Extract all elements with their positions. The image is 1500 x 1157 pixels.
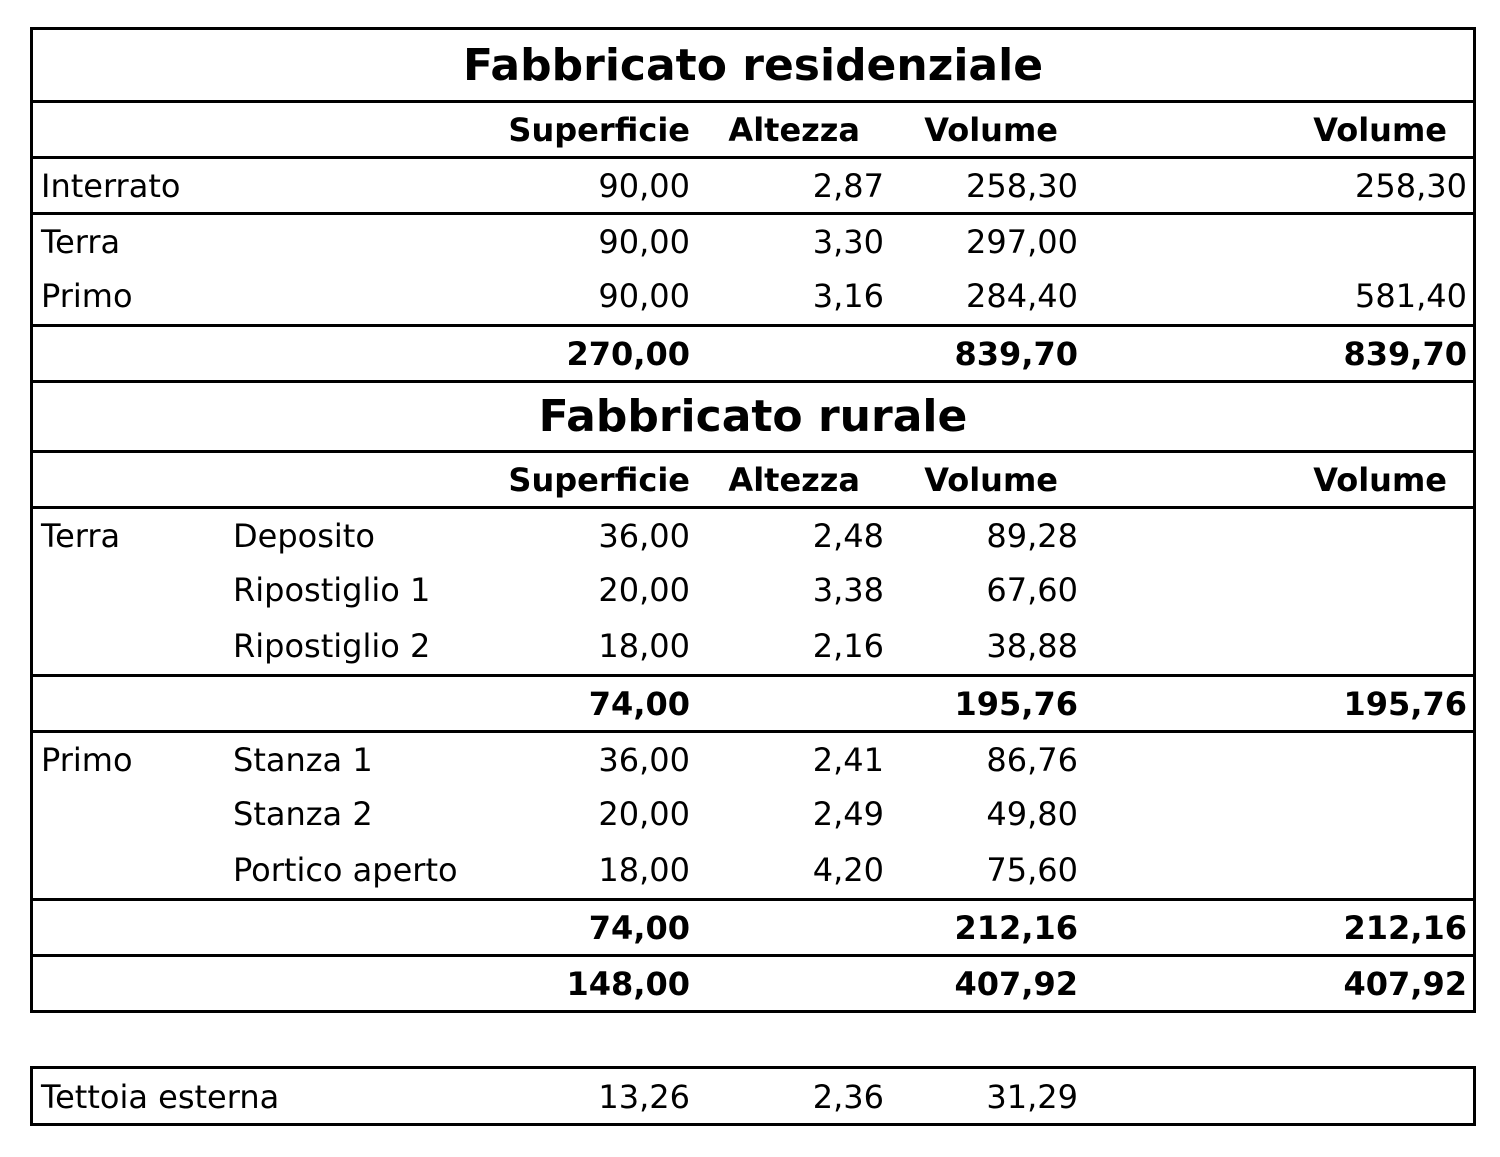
table-row	[33, 156, 1473, 212]
residenziale-header-row	[33, 100, 1473, 156]
table-row	[33, 730, 1473, 786]
tettoia-table	[30, 1066, 1476, 1126]
residenziale-total-row	[33, 324, 1473, 380]
volume-value: 67,60	[986, 571, 1078, 609]
room-label: Portico aperto	[233, 851, 458, 889]
subtotal-superficie: 74,00	[588, 908, 690, 947]
primo-subtotal-row	[33, 898, 1473, 954]
altezza-value: 3,16	[812, 277, 884, 315]
header-altezza: Altezza	[728, 460, 860, 499]
subtotal-volume-sum: 212,16	[1343, 908, 1467, 947]
volume-value: 49,80	[986, 795, 1078, 833]
altezza-value: 2,36	[812, 1078, 884, 1116]
volume-total-value: 581,40	[1355, 277, 1467, 315]
subtotal-volume-sum: 195,76	[1343, 684, 1467, 723]
altezza-value: 2,41	[812, 740, 884, 779]
room-label: Stanza 2	[233, 795, 373, 833]
total-superficie: 148,00	[566, 964, 690, 1003]
room-label: Ripostiglio 1	[233, 571, 431, 609]
volume-value: 89,28	[986, 516, 1078, 555]
superficie-value: 90,00	[598, 277, 690, 315]
floor-label: Interrato	[41, 166, 181, 205]
superficie-value: 20,00	[598, 795, 690, 833]
table-row	[33, 842, 1473, 898]
total-volume: 839,70	[954, 334, 1078, 373]
superficie-value: 20,00	[598, 571, 690, 609]
subtotal-volume: 212,16	[954, 908, 1078, 947]
header-superficie: Superficie	[508, 110, 690, 149]
volume-value: 258,30	[966, 166, 1078, 205]
superficie-value: 13,26	[598, 1078, 690, 1116]
rurale-total-row	[33, 954, 1473, 1010]
tettoia-label: Tettoia esterna	[41, 1078, 280, 1116]
header-volume: Volume	[924, 110, 1058, 149]
superficie-value: 18,00	[598, 627, 690, 665]
superficie-value: 90,00	[598, 222, 690, 261]
altezza-value: 2,87	[812, 166, 884, 205]
altezza-value: 2,49	[812, 795, 884, 833]
header-volume-total: Volume	[1313, 460, 1447, 499]
volume-value: 38,88	[986, 627, 1078, 665]
header-superficie: Superficie	[508, 460, 690, 499]
table-row	[33, 562, 1473, 618]
altezza-value: 4,20	[812, 851, 884, 889]
superficie-value: 36,00	[598, 516, 690, 555]
rurale-title-row	[33, 380, 1473, 450]
volumes-table	[30, 27, 1476, 1013]
header-altezza: Altezza	[728, 110, 860, 149]
altezza-value: 2,48	[812, 516, 884, 555]
table-row	[33, 1069, 1473, 1125]
table-row	[33, 506, 1473, 562]
volume-value: 75,60	[986, 851, 1078, 889]
total-volume-sum: 839,70	[1343, 334, 1467, 373]
volume-value: 284,40	[966, 277, 1078, 315]
table-row	[33, 268, 1473, 324]
floor-label: Primo	[41, 277, 133, 315]
header-volume: Volume	[924, 460, 1058, 499]
room-label: Stanza 1	[233, 740, 373, 779]
room-label: Deposito	[233, 516, 375, 555]
volume-value: 31,29	[986, 1078, 1078, 1116]
residenziale-title: Fabbricato residenziale	[462, 39, 1044, 91]
floor-label: Terra	[41, 516, 121, 555]
table-row	[33, 786, 1473, 842]
altezza-value: 3,38	[812, 571, 884, 609]
rurale-title: Fabbricato rurale	[538, 391, 968, 442]
superficie-value: 36,00	[598, 740, 690, 779]
subtotal-volume: 195,76	[954, 684, 1078, 723]
volume-total-value: 258,30	[1355, 166, 1467, 205]
altezza-value: 3,30	[812, 222, 884, 261]
subtotal-superficie: 74,00	[588, 684, 690, 723]
rurale-header-row	[33, 450, 1473, 506]
total-superficie: 270,00	[566, 334, 690, 373]
volume-value: 86,76	[986, 740, 1078, 779]
residenziale-title-row	[33, 30, 1473, 100]
altezza-value: 2,16	[812, 627, 884, 665]
header-volume-total: Volume	[1313, 110, 1447, 149]
floor-label: Primo	[41, 740, 133, 779]
terra-subtotal-row	[33, 674, 1473, 730]
table-row	[33, 618, 1473, 674]
table-row	[33, 212, 1473, 268]
superficie-value: 18,00	[598, 851, 690, 889]
total-volume: 407,92	[954, 964, 1078, 1003]
superficie-value: 90,00	[598, 166, 690, 205]
floor-label: Terra	[41, 222, 121, 261]
total-volume-sum: 407,92	[1343, 964, 1467, 1003]
volume-value: 297,00	[966, 222, 1078, 261]
room-label: Ripostiglio 2	[233, 627, 431, 665]
